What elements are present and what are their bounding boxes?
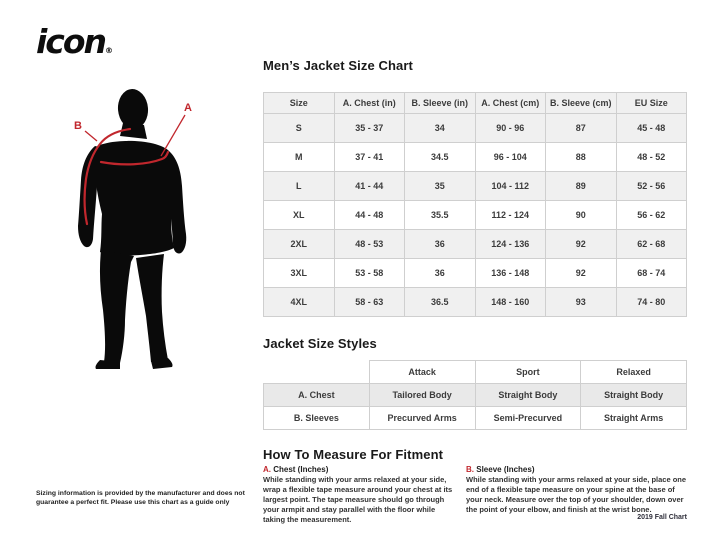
- size-chart-table: [263, 92, 687, 317]
- size-table-header-row: [264, 93, 687, 114]
- size-cell: 3XL: [264, 259, 335, 288]
- logo-text: icon: [36, 22, 106, 61]
- col-header-chest-cm: A. Chest (cm): [475, 93, 546, 114]
- blank-corner-cell: [264, 361, 370, 384]
- value-cell: 45 - 48: [616, 114, 687, 143]
- style-chart-title: Jacket Size Styles: [263, 336, 377, 351]
- col-header-sleeve-cm: B. Sleeve (cm): [546, 93, 617, 114]
- value-cell: 96 - 104: [475, 143, 546, 172]
- table-row: [264, 288, 687, 317]
- value-cell: Semi-Precurved: [475, 407, 581, 430]
- col-header-eu-size: EU Size: [616, 93, 687, 114]
- measure-sleeve-prefix: B.: [466, 465, 474, 474]
- figure-label-a: A: [184, 102, 192, 114]
- value-cell: 90: [546, 201, 617, 230]
- value-cell: 56 - 62: [616, 201, 687, 230]
- value-cell: 36: [405, 230, 476, 259]
- value-cell: 35.5: [405, 201, 476, 230]
- label-a-pointer-line: [161, 115, 185, 156]
- table-row: [264, 201, 687, 230]
- value-cell: 104 - 112: [475, 172, 546, 201]
- value-cell: 112 - 124: [475, 201, 546, 230]
- measure-section-title: How To Measure For Fitment: [263, 447, 444, 462]
- chart-edition-label: 2019 Fall Chart: [637, 514, 687, 521]
- value-cell: 35 - 37: [334, 114, 405, 143]
- registered-trademark-icon: ®: [105, 46, 114, 55]
- value-cell: 48 - 53: [334, 230, 405, 259]
- style-table-header-row: [264, 361, 687, 384]
- table-row: [264, 143, 687, 172]
- size-cell: S: [264, 114, 335, 143]
- silhouette-body: [78, 88, 186, 369]
- value-cell: 62 - 68: [616, 230, 687, 259]
- value-cell: 36.5: [405, 288, 476, 317]
- icon-brand-logo: [36, 22, 113, 61]
- value-cell: 35: [405, 172, 476, 201]
- value-cell: Tailored Body: [369, 384, 475, 407]
- table-row: [264, 259, 687, 288]
- col-header-chest-in: A. Chest (in): [334, 93, 405, 114]
- value-cell: 44 - 48: [334, 201, 405, 230]
- value-cell: Straight Arms: [581, 407, 687, 430]
- value-cell: Straight Body: [581, 384, 687, 407]
- col-header-relaxed: Relaxed: [581, 361, 687, 384]
- value-cell: 90 - 96: [475, 114, 546, 143]
- value-cell: 34: [405, 114, 476, 143]
- value-cell: 93: [546, 288, 617, 317]
- row-label-cell: A. Chest: [264, 384, 370, 407]
- value-cell: 148 - 160: [475, 288, 546, 317]
- figure-label-b: B: [74, 120, 82, 132]
- value-cell: 58 - 63: [334, 288, 405, 317]
- value-cell: 34.5: [405, 143, 476, 172]
- measurement-figure: [40, 78, 260, 440]
- col-header-attack: Attack: [369, 361, 475, 384]
- col-header-sport: Sport: [475, 361, 581, 384]
- value-cell: 92: [546, 259, 617, 288]
- size-cell: XL: [264, 201, 335, 230]
- table-row: [264, 114, 687, 143]
- size-cell: L: [264, 172, 335, 201]
- value-cell: 88: [546, 143, 617, 172]
- value-cell: 36: [405, 259, 476, 288]
- measure-chest-prefix: A.: [263, 465, 271, 474]
- row-label-cell: B. Sleeves: [264, 407, 370, 430]
- table-row: [264, 230, 687, 259]
- value-cell: 92: [546, 230, 617, 259]
- value-cell: 53 - 58: [334, 259, 405, 288]
- measure-chest-heading-text: Chest (Inches): [273, 465, 329, 474]
- value-cell: 136 - 148: [475, 259, 546, 288]
- measure-chest-instructions: [263, 465, 459, 524]
- value-cell: 37 - 41: [334, 143, 405, 172]
- value-cell: 52 - 56: [616, 172, 687, 201]
- value-cell: 124 - 136: [475, 230, 546, 259]
- value-cell: Precurved Arms: [369, 407, 475, 430]
- table-row: [264, 172, 687, 201]
- measure-sleeve-body: While standing with your arms relaxed at your side, place one end of a flexible tape measure on your spine at the base of your neck. Measure over the top of your shoulder, down over the point of your elbow, and finish at the wrist bone.: [466, 475, 687, 514]
- chart-content-column: [263, 58, 687, 524]
- col-header-size: Size: [264, 93, 335, 114]
- value-cell: 68 - 74: [616, 259, 687, 288]
- label-b-pointer-line: [85, 131, 97, 141]
- male-silhouette-figure: [40, 78, 260, 440]
- sizing-disclaimer: Sizing information is provided by the manufacturer and does not guarantee a perfect fit. Please use this chart as a guide only: [36, 490, 245, 507]
- col-header-sleeve-in: B. Sleeve (in): [405, 93, 476, 114]
- measure-sleeve-heading-text: Sleeve (Inches): [476, 465, 535, 474]
- value-cell: 89: [546, 172, 617, 201]
- table-row: [264, 407, 687, 430]
- size-cell: 4XL: [264, 288, 335, 317]
- value-cell: 87: [546, 114, 617, 143]
- size-cell: M: [264, 143, 335, 172]
- table-row: [264, 384, 687, 407]
- value-cell: 48 - 52: [616, 143, 687, 172]
- measure-chest-body: While standing with your arms relaxed at your side, wrap a flexible tape measure around your chest at its largest point. The tape measure should go through your armpit and stay parallel with the floor while taking the measurement.: [263, 475, 453, 524]
- value-cell: 74 - 80: [616, 288, 687, 317]
- measure-sleeve-heading: [466, 465, 687, 474]
- style-chart-table: [263, 360, 687, 430]
- measure-chest-heading: [263, 465, 459, 474]
- size-cell: 2XL: [264, 230, 335, 259]
- value-cell: Straight Body: [475, 384, 581, 407]
- size-chart-title: Men’s Jacket Size Chart: [263, 58, 413, 73]
- value-cell: 41 - 44: [334, 172, 405, 201]
